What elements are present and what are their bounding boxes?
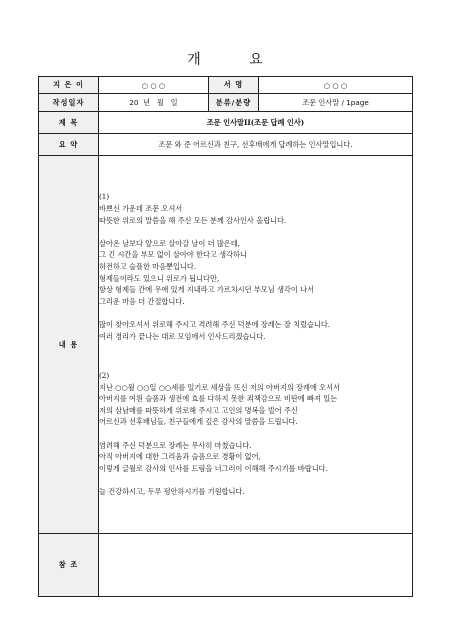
section1-number: (1) [99,192,110,202]
text-line: 허전하고 슬플한 마음뿐입니다. [99,261,197,271]
date-value: 20 년 월 일 [99,94,209,112]
section2-paragraph-b [99,440,412,475]
text-line: 그 긴 시간을 부모 없이 살아야 한다고 생각하니 [99,250,247,260]
text-line: 항상 형제들 간에 우애 있게 지내라고 가르치시던 부모님 생각이 나서 [99,285,314,295]
text-line: 바쁘신 가운데 조문 오셔서 [99,203,183,213]
category-value: 조문 인사말 / 1page [259,94,413,112]
author-value: ○ ○ ○ [99,77,209,94]
section2-paragraph-c [99,486,412,498]
text-line: 늘 건강하시고, 두루 평안하시기를 기원합니다. [99,487,245,497]
subject-row [39,112,413,134]
text-line: 지난 ○○월 ○○일 ○○세를 일기로 세상을 뜨신 저의 아버지의 장례에 오셔서 [99,382,340,392]
text-line: 염려해 주신 덕분으로 장례는 무사히 마쳤습니다. [99,440,252,450]
note-row [39,534,413,597]
text-line: 저의 삼남매를 따뜻하게 위로해 주시고 고인의 명복을 빌어 주신 [99,405,298,415]
text-line: 형제들이라도 있으니 위로가 됩니다만, [99,273,220,283]
content-row [39,156,413,534]
content-label: 내 용 [39,156,99,534]
text-line: 많이 찾아오셔서 위로해 주시고 격려해 주신 덕분에 장례는 잘 치렀습니다. [99,319,331,329]
category-label: 분류/분량 [209,94,259,112]
note-label: 참 조 [39,534,99,597]
summary-row [39,134,413,156]
section2-paragraph-a [99,382,412,428]
text-line: 따뜻한 위로의 말씀을 해 주신 모든 분께 감사인사 올립니다. [99,215,287,225]
section1-paragraph-b [99,238,412,308]
section1-paragraph-c [99,319,412,342]
summary-form-table [38,76,413,597]
summary-label: 요 약 [39,134,99,156]
subject-value: 조문 인사말II(조문 답례 인사) [99,112,413,134]
summary-value: 조문 와 준 어르신과 친구, 선후배에게 답례하는 인사말입니다. [99,134,413,156]
date-row [39,94,413,112]
reviewer-value: ○ ○ ○ [259,77,413,94]
section2-number: (2) [99,371,110,381]
author-row [39,77,413,94]
text-line: 살아온 날보다 앞으로 살아갈 날이 더 많은데, [99,238,240,248]
author-label: 지 은 이 [39,77,99,94]
text-line: 어르신과 선후배님들, 친구들에게 깊은 감사의 말씀을 드립니다. [99,417,298,427]
text-line: 여러 경리가 끝나는 대로 모임에서 인사드리겠습니다. [99,331,266,341]
date-label: 작성일자 [39,94,99,112]
content-body [99,156,413,534]
document-title: 개 요 [187,52,285,68]
text-line: 아버지를 여읜 슬픔과 생전에 효를 다하지 못한 죄책감으로 비탄에 빠져 있는 [99,394,338,404]
note-value [99,534,413,597]
section1-paragraph-a [99,203,412,226]
subject-label: 제 목 [39,112,99,134]
text-line: 그리운 마음 더 간절합니다. [99,296,185,306]
reviewer-label: 서 명 [209,77,259,94]
text-line: 이렇게 글월로 감사의 인사를 드림을 너그러이 이해해 주시기를 바랍니다. [99,463,328,473]
text-line: 아직 아버지에 대한 그리움과 슬픔으로 경황이 없어, [99,452,261,462]
